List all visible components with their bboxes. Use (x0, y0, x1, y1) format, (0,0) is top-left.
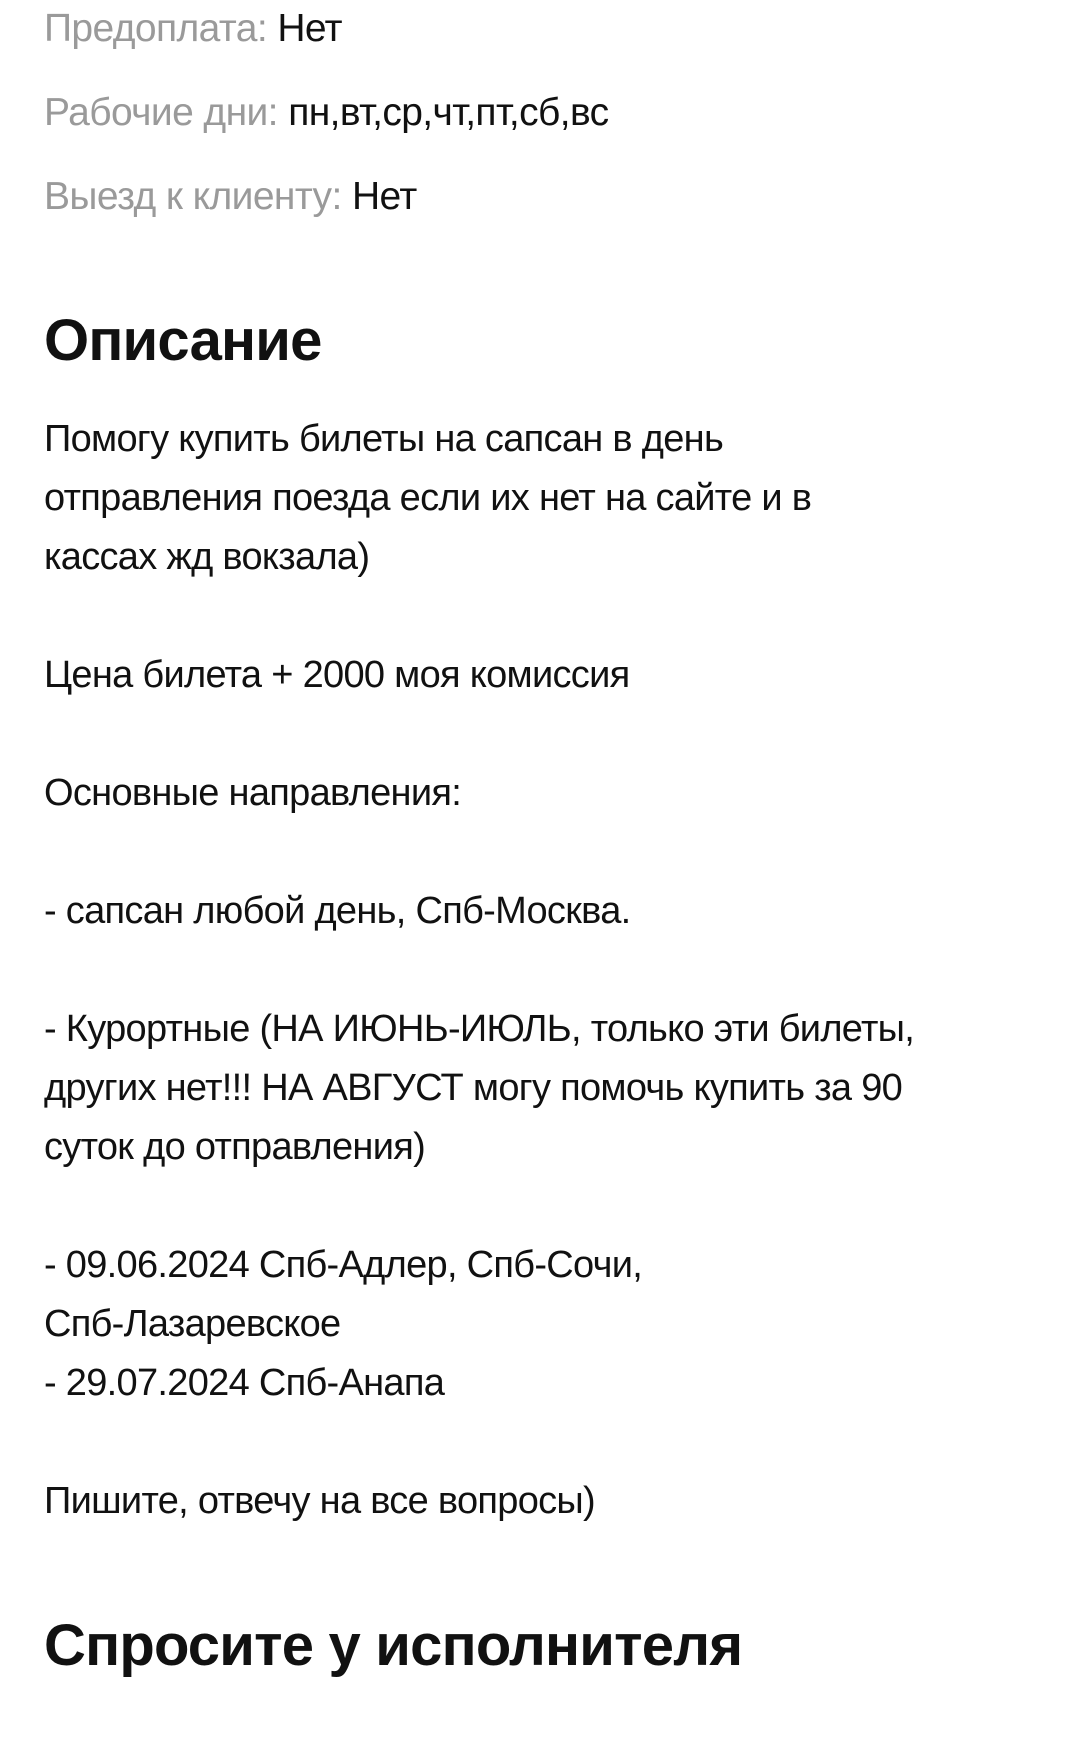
attribute-value: пн,вт,ср,чт,пт,сб,вс (288, 91, 609, 134)
attribute-value: Нет (351, 175, 417, 218)
attribute-value: Нет (277, 7, 342, 50)
attribute-label: Выезд к клиенту: (44, 175, 342, 218)
service-details-page (44, 0, 1044, 1681)
attribute-label: Рабочие дни: (44, 91, 278, 134)
attribute-prepayment (44, 6, 1044, 52)
service-attributes (44, 6, 1044, 220)
attribute-label: Предоплата: (44, 7, 268, 50)
description-title: Описание (44, 308, 322, 373)
ask-performer-title: Спросите у исполнителя (44, 1613, 743, 1678)
description-text: Помогу купить билеты на сапсан в день отправления поезда если их нет на сайте и в кассах жд вокзала) Цена билета + 2000 моя комиссия Основные направления: - сапсан любой день, Спб-Москва. - Курортные (НА ИЮНЬ-ИЮЛЬ, только эти билеты, других нет!!! НА АВГУСТ могу помочь купить за 90 суток до отправления) - 09.06.2024 Спб-Адлер, Спб-Сочи, Спб-Лазаревское - 29.07.2024 Спб-Анапа Пишите, отвечу на все вопросы) (44, 418, 915, 1522)
attribute-working-days (44, 90, 1044, 136)
attribute-client-visit (44, 174, 1044, 220)
